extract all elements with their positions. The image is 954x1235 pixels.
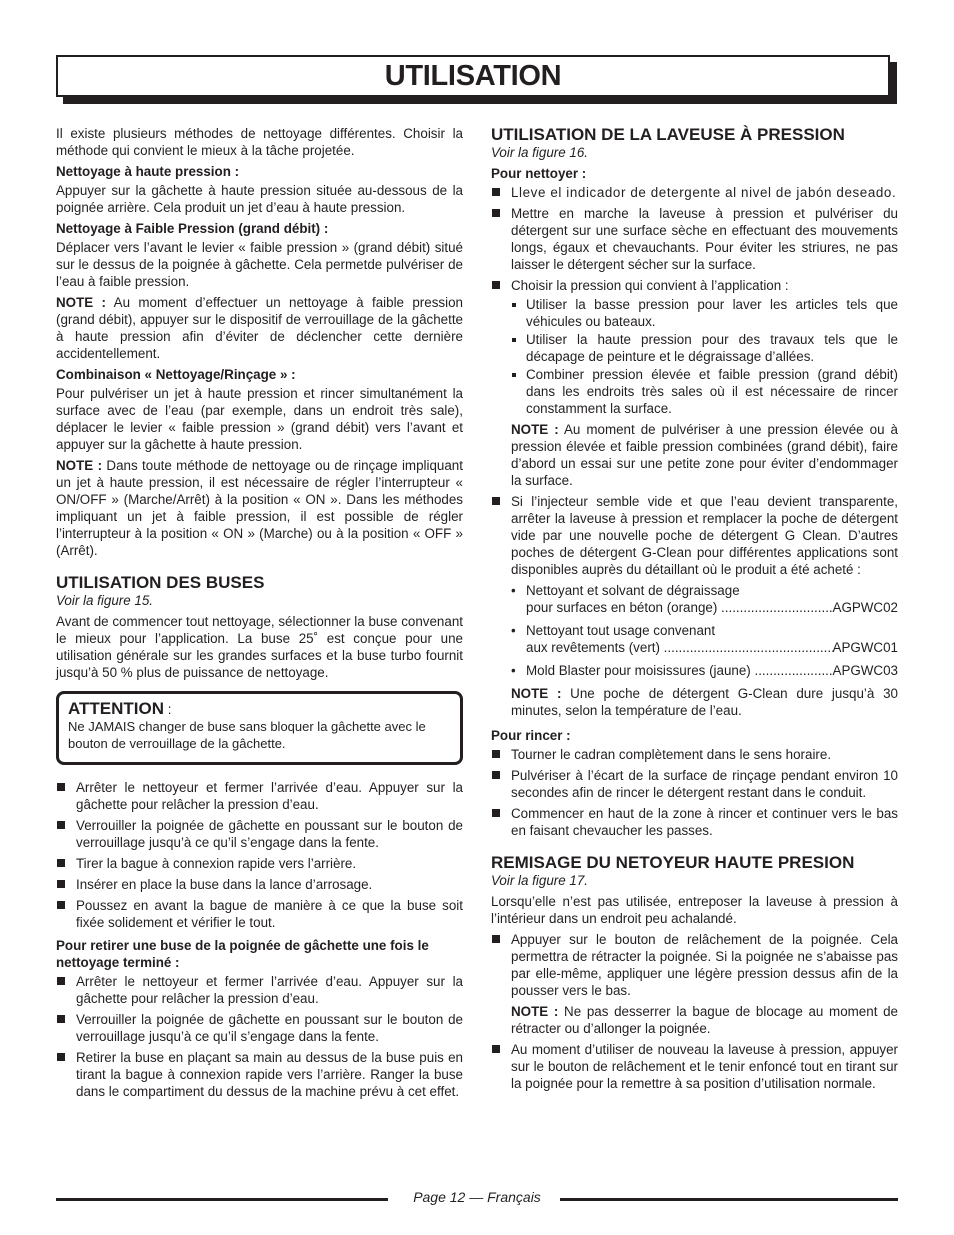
product-code: AGPWC02 (832, 600, 898, 615)
list-item (491, 277, 898, 489)
figure-ref: Voir la figure 17. (491, 873, 589, 888)
page-title: UTILISATION (384, 60, 562, 92)
list-item-text: Au moment d’utiliser de nouveau la laveuse à pression, appuyer sur le bouton de relâchement et le tenir enfoncé tout en tirant sur la poignée pour la remettre à sa position d’utilisation normale. (511, 1042, 898, 1091)
square-bullet-icon (492, 497, 500, 505)
note-pressure (511, 421, 898, 489)
list-item-text: Tourner le cadran complètement dans le sens horaire. (511, 747, 832, 762)
bullet-dot-icon: • (511, 583, 516, 598)
note-label: NOTE : (511, 1004, 559, 1019)
product-item (511, 662, 898, 679)
clean-steps (491, 184, 898, 719)
product-item (511, 622, 898, 656)
list-item (56, 876, 463, 893)
list-item-text: Lleve el indicador de detergente al nivel de jabón deseado. (511, 185, 897, 200)
square-bullet-icon (492, 750, 500, 758)
section-title-buses: UTILISATION DES BUSES (56, 573, 265, 592)
list-item-text: Verrouiller la poignée de gâchette en poussant sur le bouton de verrouillage jusqu’à ce qu’il s’engage dans la fente. (76, 818, 463, 850)
page-footer: Page 12 — Français (413, 1189, 541, 1205)
list-item (56, 897, 463, 931)
sub-list-item (511, 366, 898, 417)
list-item (56, 973, 463, 1007)
small-square-bullet-icon (512, 338, 516, 342)
note-label: NOTE : (56, 458, 103, 473)
note-text: Dans toute méthode de nettoyage ou de rinçage impliquant un jet à haute pression, il est nécessaire de régler l’interrupteur « ON/OFF » (Marche/Arrêt) à la position « ON ». Dans les méthodes impliquant un jet à faible pression, il est possible de régler l’interrupteur à la position « ON » (Marche) ou à la position « OFF » (Arrêt). (56, 458, 463, 558)
note-text: Ne pas desserrer la bague de blocage au moment de rétracter ou d’allonger la poignée. (511, 1004, 898, 1036)
square-bullet-icon (492, 281, 500, 289)
square-bullet-icon (492, 809, 500, 817)
low-pressure-text: Déplacer vers l’avant le levier « faible pression » (grand débit) situé sur le dessus de la poignée à gâchette. Cela permetde pulvériser de l’eau à faible pression. (56, 240, 463, 289)
list-item (491, 746, 898, 763)
note-text: Au moment d’effectuer un nettoyage à faible pression (grand débit), appuyer sur le dispositif de verrouillage de la gâchette à haute pression afin d’éviter de déclencher cette dernière accidentellement. (56, 295, 463, 361)
list-item (491, 767, 898, 801)
clean-title: Pour nettoyer : (491, 166, 587, 181)
note-label: NOTE : (511, 422, 559, 437)
sub-list-item-text: Combiner pression élevée et faible pression (grand débit) dans les endroits très sales où il est nécessaire de rincer constamment la surface. (526, 367, 898, 416)
list-item-text: Arrêter le nettoyeur et fermer l’arrivée d’eau. Appuyer sur la gâchette pour relâcher la pression d’eau. (76, 974, 463, 1006)
list-item-text: Pulvériser à l’écart de la surface de rinçage pendant environ 10 secondes afin de rincer le détergent restant dans le conduit. (511, 768, 898, 800)
square-bullet-icon (57, 977, 65, 985)
list-item (56, 1011, 463, 1045)
square-bullet-icon (492, 1045, 500, 1053)
list-item-text: Verrouiller la poignée de gâchette en poussant sur le bouton de verrouillage jusqu’à ce qu’il s’engage dans la fente. (76, 1012, 463, 1044)
bullet-dot-icon: • (511, 623, 516, 638)
product-desc: pour surfaces en béton (orange) ..... (526, 599, 833, 616)
product-desc: aux revêtements (vert) ..... (526, 639, 833, 656)
small-square-bullet-icon (512, 303, 516, 307)
square-bullet-icon (57, 821, 65, 829)
remove-steps (56, 973, 463, 1100)
square-bullet-icon (57, 880, 65, 888)
sub-list-item (511, 296, 898, 330)
note-label: NOTE : (56, 295, 107, 310)
list-item-text: Arrêter le nettoyeur et fermer l’arrivée d’eau. Appuyer sur la gâchette pour relâcher la pression d’eau. (76, 780, 463, 812)
buses-text: Avant de commencer tout nettoyage, sélectionner la buse convenant le mieux pour l’application. La buse 25˚ est conçue pour une utilisation générale sur les grandes surfaces et la buse turbo fournit jusqu’à 50 % plus de puissance de nettoyage. (56, 614, 463, 680)
intro-paragraph: Il existe plusieurs méthodes de nettoyage différentes. Choisir la méthode qui convient le mieux à la tâche projetée. (56, 126, 463, 158)
figure-ref: Voir la figure 16. (491, 145, 589, 160)
note-combo (56, 457, 463, 559)
product-line2 (526, 599, 898, 616)
list-item (56, 855, 463, 872)
list-item-text: Retirer la buse en plaçant sa main au dessus de la buse puis en tirant la bague à connexion rapide vers l’arrière. Ranger la buse dans le compartiment du dessus de la machine prévu à cet effet. (76, 1050, 463, 1099)
list-item-text: Si l’injecteur semble vide et que l’eau devient transparente, arrêter la laveuse à pression et remplacer la poche de détergent vide par une nouvelle poche de détergent G Clean. D’autres poches de détergent G-Clean pour différentes applications sont disponibles auprès du détaillant où le produit a été acheté : (511, 494, 898, 577)
square-bullet-icon (57, 901, 65, 909)
square-bullet-icon (57, 859, 65, 867)
list-item-text: Commencer en haut de la zone à rincer et continuer vers le bas en faisant chevaucher les passes. (511, 806, 898, 838)
left-column (56, 125, 463, 1104)
product-list (511, 582, 898, 679)
list-item (491, 931, 898, 1037)
list-item (56, 817, 463, 851)
combo-title: Combinaison « Nettoyage/Rinçage » : (56, 367, 296, 382)
low-pressure-title: Nettoyage à Faible Pression (grand débit) : (56, 221, 329, 236)
list-item (491, 493, 898, 719)
attention-text: Ne JAMAIS changer de buse sans bloquer la gâchette avec le bouton de verrouillage de la gâchette. (68, 719, 426, 751)
storage-steps (491, 931, 898, 1092)
product-line2 (526, 662, 898, 679)
list-item (491, 1041, 898, 1092)
product-item (511, 582, 898, 616)
sub-list-item (511, 331, 898, 365)
square-bullet-icon (57, 783, 65, 791)
attention-box (56, 691, 463, 765)
combo-text: Pour pulvériser un jet à haute pression et rincer simultanément la surface avec de l’eau (par exemple, dans un endroit très sale), déplacer le levier « faible pression » (grand débit) vers l’avant et appuyer sur la gâchette à haute pression. (56, 386, 463, 452)
product-line2 (526, 639, 898, 656)
note-storage (511, 1003, 898, 1037)
list-item (56, 1049, 463, 1100)
list-item-text: Mettre en marche la laveuse à pression et pulvériser du détergent sur une surface sèche en effectuant des mouvements longs, égaux et chevauchants. Pour éviter les striures, ne pas laisser le détergent sécher sur la surface. (511, 206, 898, 272)
list-item (56, 779, 463, 813)
product-line1: Nettoyant tout usage convenant (526, 623, 716, 638)
list-item (491, 184, 898, 201)
square-bullet-icon (492, 209, 500, 217)
page-banner (56, 55, 890, 97)
list-item-text: Tirer la bague à connexion rapide vers l’arrière. (76, 856, 357, 871)
list-item (491, 205, 898, 273)
bullet-dot-icon: • (511, 663, 516, 678)
section-title-remisage: REMISAGE DU NETOYEUR HAUTE PRESION (491, 853, 855, 872)
note-label: NOTE : (511, 686, 562, 701)
install-steps (56, 779, 463, 931)
sub-list-item-text: Utiliser la haute pression pour des travaux tels que le décapage de peinture et le dégraissage d’allées. (526, 332, 898, 364)
product-desc: Mold Blaster pour moisissures (jaune) ..... (526, 662, 833, 679)
rinse-steps (491, 746, 898, 839)
square-bullet-icon (492, 935, 500, 943)
product-line1: Nettoyant et solvant de dégraissage (526, 583, 740, 598)
square-bullet-icon (492, 188, 500, 196)
list-item-text: Choisir la pression qui convient à l’application : (511, 278, 789, 293)
list-item-text: Poussez en avant la bague de manière à ce que la buse soit fixée solidement et vérifier le tout. (76, 898, 463, 930)
attention-colon: : (164, 702, 172, 717)
list-item-text: Insérer en place la buse dans la lance d’arrosage. (76, 877, 373, 892)
list-item-text: Appuyer sur le bouton de relâchement de la poignée. Cela permettra de rétracter la poignée. Si la poignée ne s’abaisse pas par elle-même, appliquer une légère pression dessus afin de la pousser vers le bas. (511, 932, 898, 998)
note-text: Une poche de détergent G-Clean dure jusqu’à 30 minutes, selon la température de l’eau. (511, 686, 898, 718)
high-pressure-title: Nettoyage à haute pression : (56, 164, 240, 179)
note-text: Au moment de pulvériser à une pression élevée ou à pression élevée et faible pression combinées (grand débit), faire d’abord un essai sur une petite zone pour éviter d’endommager la surface. (511, 422, 898, 488)
product-code: APGWC01 (832, 640, 898, 655)
product-code: APGWC03 (832, 663, 898, 678)
figure-ref: Voir la figure 15. (56, 593, 154, 608)
note-low-pressure (56, 294, 463, 362)
pressure-options (511, 296, 898, 417)
list-item (491, 805, 898, 839)
note-duration (511, 685, 898, 719)
section-title-laveuse: UTILISATION DE LA LAVEUSE À PRESSION (491, 125, 845, 144)
rinse-title: Pour rincer : (491, 728, 571, 743)
square-bullet-icon (492, 771, 500, 779)
sub-list-item-text: Utiliser la basse pression pour laver les articles tels que véhicules ou bateaux. (526, 297, 898, 329)
attention-title: ATTENTION (68, 699, 165, 718)
high-pressure-text: Appuyer sur la gâchette à haute pression située au-dessous de la poignée arrière. Cela produit un jet d’eau à haute pression. (56, 183, 463, 215)
right-column (491, 125, 898, 1096)
square-bullet-icon (57, 1053, 65, 1061)
remove-title: Pour retirer une buse de la poignée de gâchette une fois le nettoyage terminé : (56, 938, 429, 970)
small-square-bullet-icon (512, 373, 516, 377)
square-bullet-icon (57, 1015, 65, 1023)
remisage-text: Lorsqu’elle n’est pas utilisée, entreposer la laveuse à pression à l’intérieur dans un endroit peu achalandé. (491, 894, 898, 926)
